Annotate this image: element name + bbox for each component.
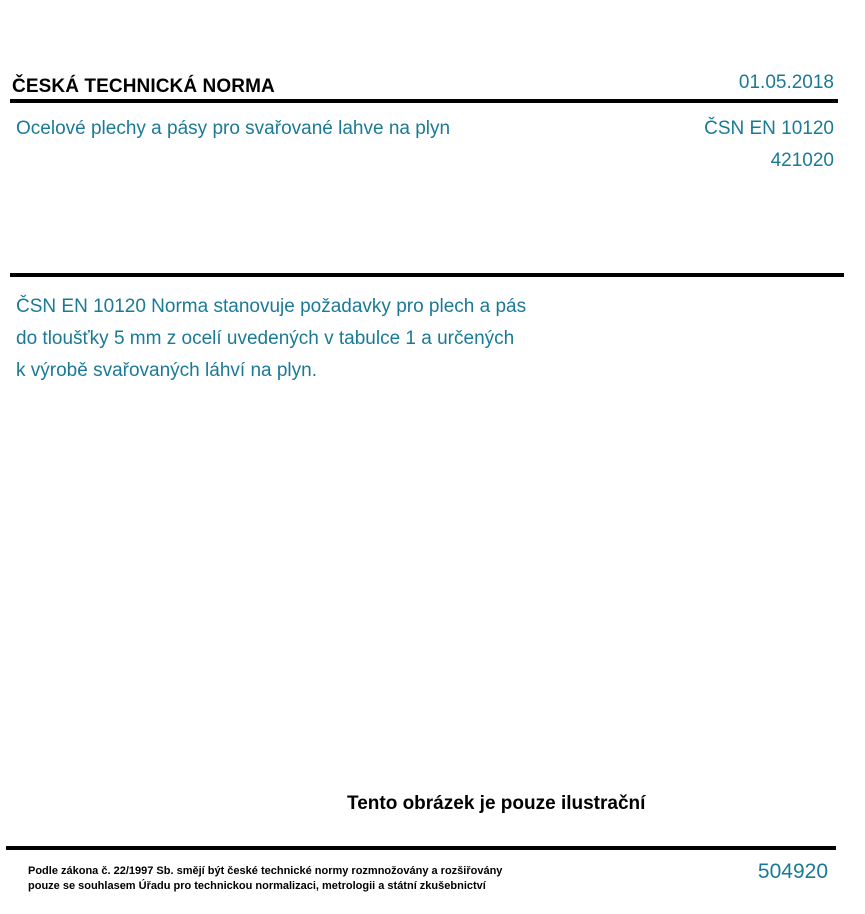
legal-notice [28, 864, 502, 894]
standard-designation: ČSN EN 10120 [704, 118, 834, 139]
classification-code: 421020 [770, 150, 834, 171]
abstract-text [16, 291, 636, 387]
standard-subject: Ocelové plechy a pásy pro svařované lahve na plyn [16, 118, 451, 139]
legal-line: pouze se souhlasem Úřadu pro technickou normalizaci, metrologii a státní zkušebnictví [28, 880, 486, 892]
abstract-line: do tloušťky 5 mm z ocelí uvedených v tabulce 1 a určených [16, 328, 515, 349]
catalog-number: 504920 [757, 860, 828, 883]
legal-line: Podle zákona č. 22/1997 Sb. smějí být české technické normy rozmnožovány a rozšiřovány [28, 865, 503, 877]
abstract-line: ČSN EN 10120 Norma stanovuje požadavky pro plech a pás [16, 296, 527, 317]
document-type-heading: ČESKÁ TECHNICKÁ NORMA [12, 76, 275, 97]
abstract-line: k výrobě svařovaných láhví na plyn. [16, 360, 317, 381]
illustration-note: Tento obrázek je pouze ilustrační [347, 793, 646, 814]
footer-divider [6, 846, 836, 850]
header-divider [10, 99, 838, 103]
section-divider [10, 273, 844, 277]
issue-date: 01.05.2018 [738, 72, 834, 93]
